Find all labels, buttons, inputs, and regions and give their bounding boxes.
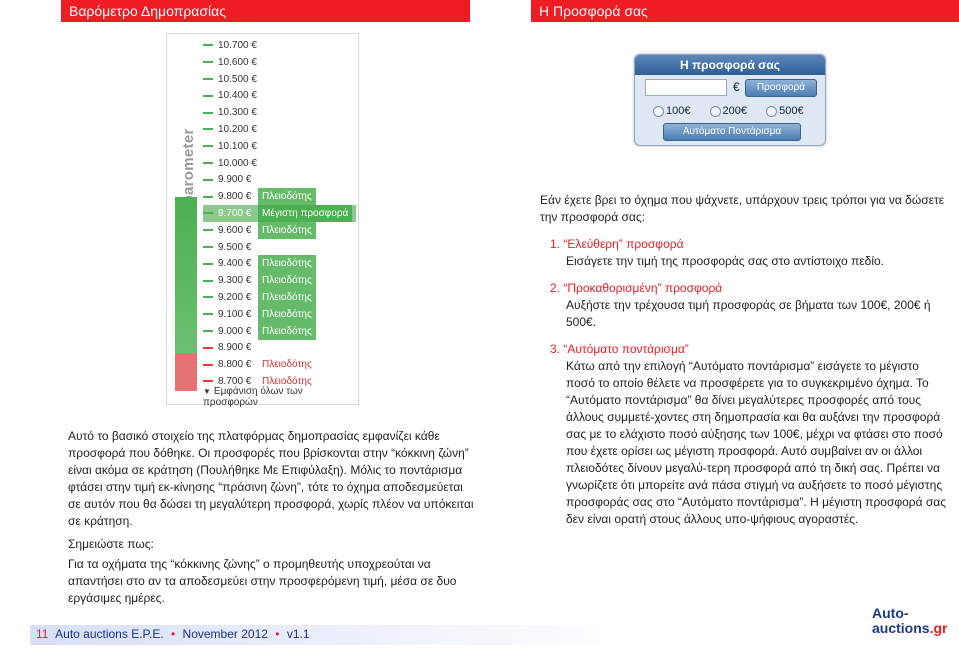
item-description: Κάτω από την επιλογή “Αυτόματο ποντάρισμα” εισάγετε το μέγιστο ποσό το οποίο θέλετε να προσφέρετε για το συγκεκριμένο όχημα. Το “Αυτόματο ποντάρισμα” θα δίνει μεγαλύτερες προσφορές από τους άλλους συμμετέ-χοντες στη δημοπρασία και θα αυξάνει την προσφορά σας με το ελάχιστο ποσό αύξησης των 100€, μέχρι να φτάσει στο ποσό που έχετε ορίσει ως μέγιστη προσφορά. Αυτό συμβαίνει αν οι άλλοι πλειοδότες δίνουν μεγαλύ-τερη προσφορά από τη δική σας. Πρέπει να γνωρίζετε ότι μπορείτε ανά πάσα στιγμή να αυξήσετε το ποσό μέγιστης προσφοράς σας στο “Αυτόματο ποντάρισμα”. Η μέγιστη προσφορά σας δεν είναι ορατή στους άλλους υπο-ψήφιους αγοραστές. xyxy=(566,359,947,526)
bid-price: 10.700 € xyxy=(218,40,257,51)
bid-price: 9.100 € xyxy=(218,308,252,320)
bid-price: 9.800 € xyxy=(218,191,252,203)
bid-price: 8.700 € xyxy=(218,376,252,387)
offer-intro: Εάν έχετε βρει το όχημα που ψάχνετε, υπάρχουν τρεις τρόποι για να δώσετε την προσφορά σας: xyxy=(540,193,945,224)
tick-mark xyxy=(203,263,213,265)
step-label: 100€ xyxy=(666,105,691,117)
barometer-row xyxy=(203,205,356,222)
bidder-label: Πλειοδότης xyxy=(258,323,316,340)
page-footer xyxy=(0,625,959,660)
tick-mark xyxy=(203,246,213,248)
step-radio-100[interactable] xyxy=(653,105,690,117)
bid-price: 10.100 € xyxy=(218,140,257,152)
barometer-row xyxy=(203,155,356,172)
bidder-label: Μέγιστη προσφορά xyxy=(258,205,352,222)
bidder-label: Πλειοδότης xyxy=(258,272,316,289)
bidder-label: Πλειοδότης xyxy=(258,306,316,323)
barometer-row xyxy=(203,289,356,306)
barometer-row xyxy=(203,356,356,373)
barometer-row xyxy=(203,138,356,155)
barometer-row xyxy=(203,255,356,272)
logo-line1: Auto- xyxy=(872,605,909,621)
barometer-row xyxy=(203,87,356,104)
tick-mark xyxy=(203,162,213,164)
tick-mark xyxy=(203,112,213,114)
bullet-separator: • xyxy=(171,627,176,641)
bidder-label: Πλειοδότης xyxy=(258,356,316,373)
logo-line2: auctions xyxy=(872,620,930,636)
bidder-label: Πλειοδότης xyxy=(258,373,316,390)
offer-amount-input[interactable] xyxy=(645,79,727,96)
show-all-bids-link[interactable] xyxy=(203,386,358,408)
tick-mark xyxy=(203,313,213,315)
step-radio-500[interactable] xyxy=(766,105,803,117)
page-number: 11 xyxy=(36,627,49,641)
bid-price: 9.200 € xyxy=(218,292,252,303)
item-number: 3. xyxy=(550,342,561,356)
bid-price: 10.500 € xyxy=(218,73,257,85)
bidder-label: Πλειοδότης xyxy=(258,255,316,272)
bid-price: 9.600 € xyxy=(218,224,252,236)
bid-price: 9.400 € xyxy=(218,258,252,270)
step-label: 200€ xyxy=(722,105,748,117)
tick-mark xyxy=(203,128,213,130)
barometer-paragraph: Αυτό το βασικό στοιχείο της πλατφόρμας δημοπρασίας εμφανίζει κάθε προσφορά που δόθηκε. Οι προσφορές που βρίσκονται στην “κόκκινη ζώνη” είναι ακόμα σε κράτηση (Πουλήθηκε Με Επιφύλαξη). Μόλις το ποντάρισμα φτάσει στην τιμή εκ-κίνησης “πράσινη ζώνη”, τότε το όχημα αποδεσμεύεται σε αυτόν που θα δώσει τη μεγαλύτερη προσφορά, χωρίς πλέον να υπόκειται σε κράτηση. xyxy=(68,429,474,528)
bid-price: 10.000 € xyxy=(218,157,257,169)
section-header-barometer: Βαρόμετρο Δημοπρασίας xyxy=(61,0,470,22)
barometer-row xyxy=(203,239,356,256)
barometer-row xyxy=(203,272,356,289)
bid-price: 10.200 € xyxy=(218,124,257,135)
item-number: 1. xyxy=(550,237,561,251)
bid-price: 8.800 € xyxy=(218,359,252,371)
footer-date: November 2012 xyxy=(182,627,268,641)
bid-price: 9.900 € xyxy=(218,174,252,186)
auto-bid-button[interactable]: Αυτόματο Ποντάρισμα xyxy=(663,123,801,141)
tick-mark xyxy=(203,380,213,382)
show-all-label: Εμφάνιση όλων των προσφορών xyxy=(203,386,303,408)
item-number: 2. xyxy=(550,281,561,295)
bidder-label: Πλειοδότης xyxy=(258,289,316,306)
footer-version: v1.1 xyxy=(286,627,310,641)
bullet-separator: • xyxy=(275,627,280,641)
section-header-offer: Η Προσφορά σας xyxy=(531,0,959,22)
radio-icon xyxy=(766,106,777,117)
note-heading: Σημειώστε πως: xyxy=(68,537,154,551)
barometer-row xyxy=(203,306,356,323)
offer-method-item xyxy=(540,236,950,270)
tick-mark xyxy=(203,196,213,198)
item-title: “Προκαθορισμένη” προσφορά xyxy=(563,281,723,295)
step-label: 500€ xyxy=(779,105,804,117)
barometer-row xyxy=(203,71,356,88)
offer-description xyxy=(540,192,950,528)
item-title: “Ελεύθερη” προσφορά xyxy=(563,237,684,251)
note-paragraph: Για τα οχήματα της “κόκκινης ζώνης” ο προμηθευτής υποχρεούται να απαντήσει στο αν τα αποδεσμεύει στην προσφερόμενη τιμή, μέσα σε δυο εργάσιμες ημέρες. xyxy=(68,557,457,605)
offer-method-item xyxy=(540,280,950,331)
tick-mark xyxy=(203,95,213,97)
company-name: Auto auctions E.P.E. xyxy=(55,627,164,641)
barometer-description xyxy=(68,428,478,607)
barometer-row xyxy=(203,54,356,71)
bidder-label: Πλειοδότης xyxy=(258,188,316,205)
tick-mark xyxy=(203,347,213,349)
bid-price: 9.000 € xyxy=(218,325,252,337)
offer-method-item xyxy=(540,341,950,528)
radio-icon xyxy=(653,106,664,117)
offer-widget-title: Η προσφορά σας xyxy=(635,55,825,75)
bid-price: 10.400 € xyxy=(218,90,257,102)
offer-button[interactable]: Προσφορά xyxy=(745,79,817,97)
barometer-row xyxy=(203,339,356,356)
tick-mark xyxy=(203,212,213,214)
barometer-row xyxy=(203,121,356,138)
item-title: “Αυτόματο ποντάρισμα” xyxy=(563,342,689,356)
tick-mark xyxy=(203,280,213,282)
item-description: Αυξήστε την τρέχουσα τιμή προσφοράς σε βήματα των 100€, 200€ ή 500€. xyxy=(566,298,931,329)
tick-mark xyxy=(203,179,213,181)
tick-mark xyxy=(203,145,213,147)
auction-barometer xyxy=(166,33,359,408)
tick-mark xyxy=(203,296,213,298)
barometer-row xyxy=(203,188,356,205)
bid-price: 10.300 € xyxy=(218,107,257,119)
bid-price: 9.500 € xyxy=(218,241,252,253)
footer-text xyxy=(36,627,310,641)
barometer-row xyxy=(203,323,356,340)
tick-mark xyxy=(203,364,213,366)
euro-sign: € xyxy=(733,80,740,94)
bid-price: 9.300 € xyxy=(218,275,252,287)
step-radio-group xyxy=(653,105,820,117)
step-radio-200[interactable] xyxy=(710,105,747,117)
barometer-row xyxy=(203,222,356,239)
green-zone-strip xyxy=(175,197,197,353)
bidder-label: Πλειοδότης xyxy=(258,222,316,239)
tick-mark xyxy=(203,229,213,231)
barometer-row xyxy=(203,104,356,121)
bid-price: 8.900 € xyxy=(218,342,252,354)
offer-widget xyxy=(634,54,826,146)
auto-auctions-logo xyxy=(872,606,952,640)
red-zone-strip xyxy=(175,353,197,391)
barometer-row xyxy=(203,37,356,54)
bid-price: 9.700 € xyxy=(218,208,252,219)
radio-icon xyxy=(710,106,721,117)
bid-price: 10.600 € xyxy=(218,56,257,68)
triangle-down-icon: ▼ xyxy=(203,387,211,396)
item-description: Εισάγετε την τιμή της προσφοράς σας στο αντίστοιχο πεδίο. xyxy=(566,254,884,268)
tick-mark xyxy=(203,78,213,80)
tick-mark xyxy=(203,330,213,332)
barometer-row xyxy=(203,171,356,188)
tick-mark xyxy=(203,44,213,46)
tick-mark xyxy=(203,61,213,63)
logo-tld: .gr xyxy=(929,620,948,636)
